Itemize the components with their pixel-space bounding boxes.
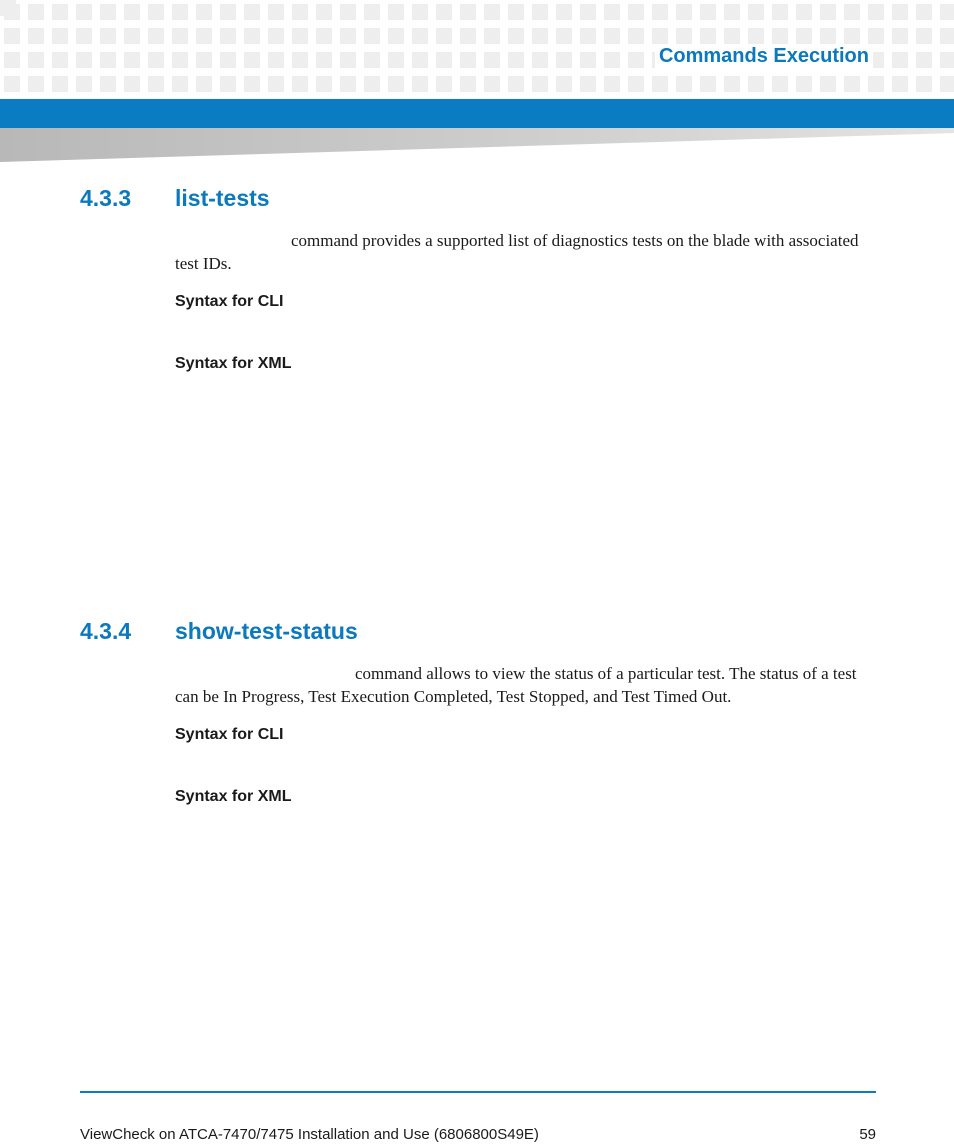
section-title: list-tests [175,185,270,211]
section-heading-list-tests [80,184,270,212]
running-header-title: Commands Execution [655,44,873,68]
section-number: 4.3.4 [80,618,132,644]
footer-document-title: ViewCheck on ATCA-7470/7475 Installation and Use (6806800S49E) [80,1126,539,1143]
syntax-xml-label: Syntax for XML [175,355,292,372]
page-number: 59 [859,1126,876,1143]
syntax-xml-label: Syntax for XML [175,788,292,805]
section-description: command provides a supported list of diagnostics tests on the blade with associated test IDs. [175,231,859,273]
header-grey-wedge [0,128,954,164]
section-title: show-test-status [175,618,358,644]
syntax-cli-label: Syntax for CLI [175,726,284,743]
footer-rule [80,1091,876,1093]
syntax-cli-label: Syntax for CLI [175,293,284,310]
header-blue-band [0,99,954,128]
section-description: command allows to view the status of a particular test. The status of a test can be In Progress, Test Execution Completed, Test Stopped, and Test Timed Out. [175,664,857,706]
section-number: 4.3.3 [80,185,132,211]
section-heading-show-test-status [80,617,358,645]
